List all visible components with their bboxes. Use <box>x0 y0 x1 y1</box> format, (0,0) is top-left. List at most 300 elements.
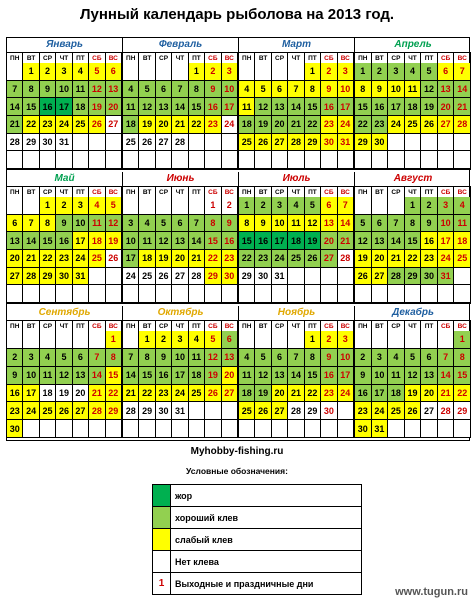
empty-cell <box>438 285 455 303</box>
month-block <box>355 38 471 170</box>
weekday-header: СР <box>272 52 288 65</box>
day-cell: 17 <box>56 98 72 116</box>
day-cell: 8 <box>305 81 321 99</box>
day-cell: 4 <box>239 349 255 367</box>
day-cell: 1 <box>305 63 321 81</box>
empty-cell <box>106 268 122 286</box>
day-cell: 12 <box>255 367 271 385</box>
empty-cell <box>388 151 405 169</box>
day-cell: 14 <box>338 215 354 233</box>
empty-cell <box>23 151 39 169</box>
empty-cell <box>172 63 188 81</box>
day-cell: 3 <box>73 197 89 215</box>
day-cell: 3 <box>338 63 354 81</box>
empty-cell <box>438 151 455 169</box>
day-cell: 21 <box>123 385 139 403</box>
day-cell: 15 <box>40 232 56 250</box>
empty-cell <box>139 285 155 303</box>
day-cell: 23 <box>205 116 221 134</box>
day-cell: 1 <box>405 197 422 215</box>
empty-cell <box>156 285 172 303</box>
empty-cell <box>73 420 89 438</box>
day-cell: 21 <box>23 250 39 268</box>
day-cell: 27 <box>372 268 389 286</box>
day-cell: 5 <box>56 349 72 367</box>
day-cell: 6 <box>106 63 122 81</box>
day-cell: 20 <box>172 250 188 268</box>
day-cell: 9 <box>205 81 221 99</box>
day-cell: 25 <box>454 250 471 268</box>
empty-cell <box>139 197 155 215</box>
day-cell: 10 <box>172 349 188 367</box>
weekday-header: ПН <box>123 52 139 65</box>
day-cell: 30 <box>7 420 23 438</box>
day-cell: 19 <box>205 367 221 385</box>
day-cell: 24 <box>73 250 89 268</box>
empty-cell <box>388 285 405 303</box>
weekday-header: ВС <box>338 320 354 333</box>
weekday-header: СР <box>40 320 56 333</box>
day-cell: 29 <box>40 268 56 286</box>
day-cell: 25 <box>89 250 105 268</box>
day-cell: 19 <box>255 116 271 134</box>
day-cell: 26 <box>421 116 438 134</box>
day-cell: 6 <box>73 349 89 367</box>
day-cell: 8 <box>239 215 255 233</box>
day-cell: 20 <box>222 367 238 385</box>
day-cell: 13 <box>172 232 188 250</box>
day-cell: 26 <box>255 134 271 152</box>
day-cell: 27 <box>106 116 122 134</box>
day-cell: 29 <box>239 268 255 286</box>
day-cell: 19 <box>305 232 321 250</box>
day-cell: 1 <box>355 63 372 81</box>
day-cell: 30 <box>56 268 72 286</box>
weekday-header: ПТ <box>421 52 438 65</box>
day-cell: 8 <box>454 349 471 367</box>
day-cell: 28 <box>454 116 471 134</box>
empty-cell <box>255 151 271 169</box>
empty-cell <box>438 134 455 152</box>
empty-cell <box>421 151 438 169</box>
day-cell: 2 <box>7 349 23 367</box>
day-cell: 29 <box>205 268 221 286</box>
day-cell: 26 <box>89 116 105 134</box>
legend-item <box>153 529 361 551</box>
weekday-header: ВС <box>338 52 354 65</box>
day-cell: 19 <box>355 250 372 268</box>
day-cell: 14 <box>288 98 304 116</box>
empty-cell <box>372 151 389 169</box>
day-cell: 31 <box>272 268 288 286</box>
weekday-header: ПН <box>239 52 255 65</box>
day-cell: 10 <box>73 215 89 233</box>
day-cell: 1 <box>139 331 155 349</box>
day-cell: 1 <box>189 63 205 81</box>
empty-cell <box>405 134 422 152</box>
day-cell: 28 <box>288 134 304 152</box>
weekday-header: СБ <box>205 320 221 333</box>
empty-cell <box>89 285 105 303</box>
empty-cell <box>421 331 438 349</box>
day-cell: 5 <box>156 215 172 233</box>
empty-cell <box>355 197 372 215</box>
empty-cell <box>172 197 188 215</box>
weekday-header: ПТ <box>305 186 321 199</box>
month-block <box>355 172 471 304</box>
day-cell: 30 <box>372 134 389 152</box>
empty-cell <box>421 285 438 303</box>
day-cell: 28 <box>388 268 405 286</box>
day-cell: 7 <box>288 81 304 99</box>
day-cell: 26 <box>405 402 422 420</box>
empty-cell <box>172 285 188 303</box>
month-name: Май <box>54 173 75 184</box>
weekday-header: СБ <box>205 52 221 65</box>
empty-cell <box>405 151 422 169</box>
day-cell: 10 <box>388 81 405 99</box>
day-cell: 22 <box>106 385 122 403</box>
empty-cell <box>89 420 105 438</box>
empty-cell <box>454 420 471 438</box>
legend-swatch <box>153 485 171 506</box>
day-cell: 23 <box>321 116 337 134</box>
empty-cell <box>421 134 438 152</box>
day-cell: 29 <box>305 134 321 152</box>
day-cell: 24 <box>272 250 288 268</box>
day-cell: 30 <box>156 402 172 420</box>
day-cell: 22 <box>405 250 422 268</box>
website-label: Myhobby-fishing.ru <box>190 446 284 457</box>
weekday-header: ВС <box>106 320 122 333</box>
weekday-header: ВС <box>454 186 471 199</box>
day-cell: 21 <box>338 232 354 250</box>
empty-cell <box>123 197 139 215</box>
empty-cell <box>288 268 304 286</box>
empty-cell <box>321 285 337 303</box>
day-cell: 4 <box>454 197 471 215</box>
empty-cell <box>255 420 271 438</box>
day-cell: 12 <box>255 98 271 116</box>
month-block <box>123 172 239 304</box>
day-cell: 11 <box>454 215 471 233</box>
day-cell: 5 <box>205 331 221 349</box>
empty-cell <box>288 151 304 169</box>
month-name: Февраль <box>158 39 203 50</box>
empty-cell <box>272 285 288 303</box>
day-cell: 3 <box>23 349 39 367</box>
day-cell: 18 <box>454 232 471 250</box>
day-cell: 8 <box>405 215 422 233</box>
day-cell: 5 <box>255 349 271 367</box>
weekday-header: ПТ <box>189 186 205 199</box>
day-cell: 28 <box>338 250 354 268</box>
day-cell: 22 <box>139 385 155 403</box>
day-cell: 14 <box>89 367 105 385</box>
weekday-header: ПТ <box>305 52 321 65</box>
day-cell: 22 <box>23 116 39 134</box>
day-cell: 11 <box>73 81 89 99</box>
day-cell: 5 <box>305 197 321 215</box>
day-cell: 16 <box>355 385 372 403</box>
weekday-header: ВТ <box>372 52 389 65</box>
day-cell: 11 <box>239 367 255 385</box>
weekday-header: СР <box>388 320 405 333</box>
day-cell: 3 <box>222 63 238 81</box>
month-block <box>7 306 123 438</box>
day-cell: 2 <box>321 331 337 349</box>
day-cell: 21 <box>89 385 105 403</box>
day-cell: 22 <box>454 385 471 403</box>
month-name: Январь <box>46 39 83 50</box>
weekday-header: СР <box>156 186 172 199</box>
day-cell: 29 <box>355 134 372 152</box>
day-cell: 15 <box>239 232 255 250</box>
weekday-header: ВТ <box>255 186 271 199</box>
day-cell: 14 <box>123 367 139 385</box>
weekday-header: ВС <box>222 186 238 199</box>
empty-cell <box>421 420 438 438</box>
day-cell: 15 <box>23 98 39 116</box>
day-cell: 6 <box>156 81 172 99</box>
day-cell: 31 <box>56 134 72 152</box>
month-name: Сентябрь <box>38 307 91 318</box>
day-cell: 11 <box>189 349 205 367</box>
day-cell: 7 <box>89 349 105 367</box>
day-cell: 5 <box>139 81 155 99</box>
day-cell: 10 <box>438 215 455 233</box>
day-cell: 21 <box>454 98 471 116</box>
day-cell: 31 <box>73 268 89 286</box>
empty-cell <box>272 331 288 349</box>
day-cell: 15 <box>305 367 321 385</box>
empty-cell <box>7 151 23 169</box>
empty-cell <box>106 420 122 438</box>
empty-cell <box>73 285 89 303</box>
day-cell: 16 <box>421 232 438 250</box>
empty-cell <box>56 420 72 438</box>
day-cell: 11 <box>405 81 422 99</box>
day-cell: 6 <box>321 197 337 215</box>
month-name: Декабрь <box>392 307 434 318</box>
day-cell: 7 <box>438 349 455 367</box>
day-cell: 31 <box>438 268 455 286</box>
day-cell: 8 <box>106 349 122 367</box>
day-cell: 2 <box>222 197 238 215</box>
day-cell: 5 <box>355 215 372 233</box>
day-cell: 16 <box>372 98 389 116</box>
month-name: Август <box>393 173 433 184</box>
empty-cell <box>239 151 255 169</box>
day-cell: 7 <box>388 215 405 233</box>
day-cell: 18 <box>239 116 255 134</box>
day-cell: 3 <box>172 331 188 349</box>
day-cell: 26 <box>56 402 72 420</box>
weekday-header: ПТ <box>73 52 89 65</box>
day-cell: 8 <box>139 349 155 367</box>
empty-cell <box>106 151 122 169</box>
day-cell: 2 <box>321 63 337 81</box>
day-cell: 9 <box>222 215 238 233</box>
weekday-header: СР <box>40 186 56 199</box>
day-cell: 13 <box>73 367 89 385</box>
day-cell: 1 <box>305 331 321 349</box>
month-block <box>239 306 355 438</box>
day-cell: 21 <box>438 385 455 403</box>
day-cell: 27 <box>272 402 288 420</box>
day-cell: 13 <box>421 367 438 385</box>
day-cell: 29 <box>139 402 155 420</box>
empty-cell <box>454 268 471 286</box>
day-cell: 21 <box>288 385 304 403</box>
empty-cell <box>189 151 205 169</box>
day-cell: 26 <box>355 268 372 286</box>
empty-cell <box>321 151 337 169</box>
day-cell: 27 <box>172 268 188 286</box>
day-cell: 17 <box>172 367 188 385</box>
weekday-header: ВТ <box>255 52 271 65</box>
weekday-header: СР <box>388 52 405 65</box>
day-cell: 6 <box>421 349 438 367</box>
day-cell: 31 <box>338 134 354 152</box>
day-cell: 27 <box>421 402 438 420</box>
empty-cell <box>139 420 155 438</box>
weekday-header: СР <box>156 52 172 65</box>
day-cell: 5 <box>89 63 105 81</box>
day-cell: 2 <box>355 349 372 367</box>
month-name: Ноябрь <box>277 307 316 318</box>
day-cell: 25 <box>405 116 422 134</box>
day-cell: 28 <box>89 402 105 420</box>
day-cell: 17 <box>222 98 238 116</box>
day-cell: 13 <box>222 349 238 367</box>
legend-swatch <box>153 507 171 528</box>
day-cell: 9 <box>40 81 56 99</box>
day-cell: 25 <box>189 385 205 403</box>
legend-item <box>153 573 361 594</box>
day-cell: 9 <box>321 349 337 367</box>
day-cell: 3 <box>56 63 72 81</box>
day-cell: 23 <box>321 385 337 403</box>
day-cell: 23 <box>372 116 389 134</box>
day-cell: 1 <box>106 331 122 349</box>
day-cell: 12 <box>89 81 105 99</box>
weekday-header: ВТ <box>23 186 39 199</box>
day-cell: 17 <box>23 385 39 403</box>
day-cell: 18 <box>123 116 139 134</box>
day-cell: 14 <box>454 81 471 99</box>
empty-cell <box>139 151 155 169</box>
weekday-header: ЧТ <box>56 186 72 199</box>
day-cell: 7 <box>7 81 23 99</box>
empty-cell <box>205 134 221 152</box>
day-cell: 29 <box>305 402 321 420</box>
day-cell: 14 <box>172 98 188 116</box>
day-cell: 27 <box>222 385 238 403</box>
day-cell: 30 <box>222 268 238 286</box>
day-cell: 4 <box>388 349 405 367</box>
day-cell: 3 <box>372 349 389 367</box>
weekday-header: СБ <box>438 320 455 333</box>
legend-item <box>153 485 361 507</box>
day-cell: 13 <box>438 81 455 99</box>
day-cell: 24 <box>338 116 354 134</box>
empty-cell <box>338 285 354 303</box>
empty-cell <box>288 331 304 349</box>
day-cell: 14 <box>189 232 205 250</box>
weekday-header: ВС <box>222 320 238 333</box>
weekday-header: ВС <box>454 52 471 65</box>
empty-cell <box>305 151 321 169</box>
day-cell: 26 <box>205 385 221 403</box>
day-cell: 17 <box>338 367 354 385</box>
day-cell: 7 <box>288 349 304 367</box>
day-cell: 6 <box>7 215 23 233</box>
month-block <box>239 38 355 170</box>
empty-cell <box>40 151 56 169</box>
empty-cell <box>272 420 288 438</box>
empty-cell <box>222 402 238 420</box>
weekday-header: ПН <box>7 320 23 333</box>
empty-cell <box>338 151 354 169</box>
day-cell: 2 <box>56 197 72 215</box>
day-cell: 13 <box>106 81 122 99</box>
day-cell: 15 <box>355 98 372 116</box>
day-cell: 1 <box>205 197 221 215</box>
day-cell: 27 <box>272 134 288 152</box>
legend-label: Нет клева <box>175 556 219 567</box>
empty-cell <box>56 285 72 303</box>
weekday-header: ПТ <box>305 320 321 333</box>
day-cell: 4 <box>288 197 304 215</box>
day-cell: 13 <box>272 98 288 116</box>
day-cell: 8 <box>40 215 56 233</box>
day-cell: 31 <box>372 420 389 438</box>
legend-swatch <box>153 529 171 550</box>
weekday-header: ЧТ <box>288 186 304 199</box>
empty-cell <box>123 420 139 438</box>
empty-cell <box>255 63 271 81</box>
day-cell: 22 <box>305 385 321 403</box>
weekday-header: ЧТ <box>405 320 422 333</box>
day-cell: 16 <box>7 385 23 403</box>
empty-cell <box>338 268 354 286</box>
weekday-header: ПТ <box>73 186 89 199</box>
day-cell: 6 <box>172 215 188 233</box>
day-cell: 24 <box>372 402 389 420</box>
day-cell: 23 <box>40 116 56 134</box>
weekday-header: СБ <box>321 52 337 65</box>
day-cell: 2 <box>421 197 438 215</box>
empty-cell <box>305 285 321 303</box>
day-cell: 19 <box>89 98 105 116</box>
empty-cell <box>355 331 372 349</box>
day-cell: 28 <box>438 402 455 420</box>
day-cell: 24 <box>56 116 72 134</box>
empty-cell <box>388 420 405 438</box>
weekday-header: ЧТ <box>405 186 422 199</box>
empty-cell <box>305 268 321 286</box>
empty-cell <box>272 63 288 81</box>
day-cell: 12 <box>305 215 321 233</box>
day-cell: 16 <box>205 98 221 116</box>
empty-cell <box>172 420 188 438</box>
weekday-header: СБ <box>321 320 337 333</box>
weekday-header: ПН <box>355 186 372 199</box>
day-cell: 16 <box>40 98 56 116</box>
weekday-header: ЧТ <box>172 52 188 65</box>
empty-cell <box>239 63 255 81</box>
